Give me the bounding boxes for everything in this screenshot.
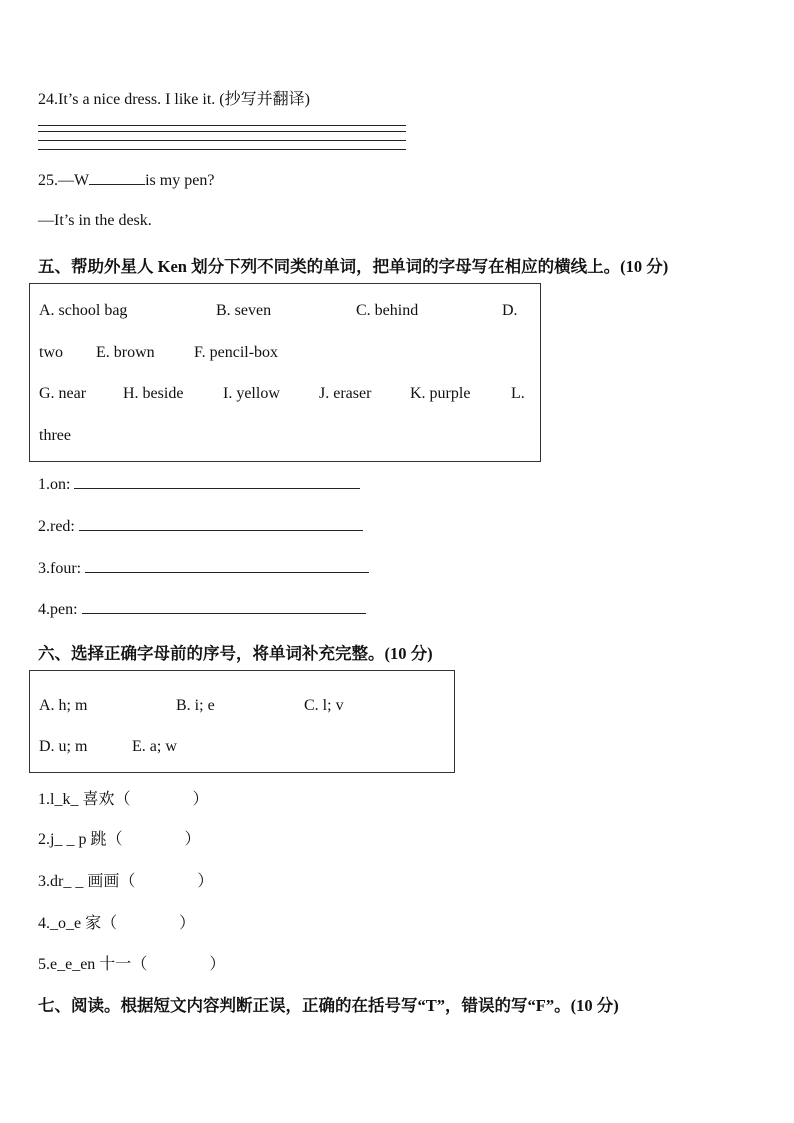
open-paren: （ <box>101 915 118 932</box>
close-paren: ） <box>179 915 196 932</box>
classify-item-3 <box>38 558 369 578</box>
question-25 <box>38 170 214 190</box>
question-24-text: 24.It’s a nice dress. I like it. (抄写并翻译) <box>38 91 310 108</box>
classify-item-1 <box>38 474 360 494</box>
open-paren: （ <box>106 831 123 848</box>
word-option-b: B. seven <box>216 302 272 319</box>
fill-item-4 <box>38 910 195 933</box>
answer-line-3 <box>38 140 406 141</box>
section-6-option-box <box>29 670 455 773</box>
question-25-suffix: is my pen? <box>145 172 215 189</box>
classify-item-label: 2.red: <box>38 518 75 535</box>
question-25-answer: —It’s in the desk. <box>38 212 152 229</box>
word-option-l-letter: L. <box>511 385 525 402</box>
answer-line-4 <box>38 149 406 150</box>
word-option-a: A. school bag <box>39 302 128 319</box>
answer-line-2 <box>38 131 406 132</box>
answer-line-1 <box>38 125 406 126</box>
section-7-heading: 七、阅读。根据短文内容判断正误，正确的在括号写“T”，错误的写“F”。(10 分) <box>38 996 619 1015</box>
word-option-c: C. behind <box>356 302 419 319</box>
question-25-blank <box>89 170 145 185</box>
fill-item-2 <box>38 826 200 849</box>
close-paren: ） <box>197 873 214 890</box>
word-option-d-word: two <box>39 344 63 361</box>
classify-item-4 <box>38 599 366 619</box>
word-option-h: H. beside <box>123 385 184 402</box>
letter-option-d: D. u; m <box>39 738 88 755</box>
section-6-heading: 六、选择正确字母前的序号，将单词补充完整。(10 分) <box>38 644 433 663</box>
word-option-l-word: three <box>39 427 71 444</box>
word-option-f: F. pencil-box <box>194 344 279 361</box>
letter-option-e: E. a; w <box>132 738 177 755</box>
word-option-j: J. eraser <box>319 385 372 402</box>
letter-option-c: C. l; v <box>304 697 344 714</box>
classify-answer-blank[interactable] <box>74 474 360 489</box>
classify-answer-blank[interactable] <box>82 599 366 614</box>
classify-answer-blank[interactable] <box>79 516 363 531</box>
classify-item-2 <box>38 516 363 536</box>
close-paren: ） <box>184 831 201 848</box>
fill-item-word: 1.l_k_ 喜欢 <box>38 791 115 808</box>
letter-option-a: A. h; m <box>39 697 88 714</box>
fill-item-word: 3.dr_ _ 画画 <box>38 873 120 890</box>
close-paren: ） <box>192 791 209 808</box>
word-option-d-letter: D. <box>502 302 518 319</box>
fill-item-1 <box>38 786 208 809</box>
letter-option-b: B. i; e <box>176 697 215 714</box>
word-option-g: G. near <box>39 385 87 402</box>
open-paren: （ <box>119 873 136 890</box>
section-5-word-box <box>29 283 541 462</box>
question-25-prefix: 25.—W <box>38 172 90 189</box>
classify-answer-blank[interactable] <box>85 558 369 573</box>
section-5-heading: 五、帮助外星人 Ken 划分下列不同类的单词，把单词的字母写在相应的横线上。(10 分) <box>38 257 669 276</box>
fill-item-3 <box>38 868 213 891</box>
word-option-e: E. brown <box>96 344 155 361</box>
word-option-k: K. purple <box>410 385 471 402</box>
classify-item-label: 3.four: <box>38 560 82 577</box>
open-paren: （ <box>114 791 131 808</box>
word-option-i: I. yellow <box>223 385 280 402</box>
fill-item-5 <box>38 951 225 974</box>
fill-item-word: 4._o_e 家 <box>38 915 102 932</box>
open-paren: （ <box>131 956 148 973</box>
classify-item-label: 4.pen: <box>38 601 78 618</box>
fill-item-word: 5.e_e_en 十一 <box>38 956 132 973</box>
fill-item-word: 2.j_ _ p 跳 <box>38 831 107 848</box>
classify-item-label: 1.on: <box>38 476 71 493</box>
close-paren: ） <box>209 956 226 973</box>
